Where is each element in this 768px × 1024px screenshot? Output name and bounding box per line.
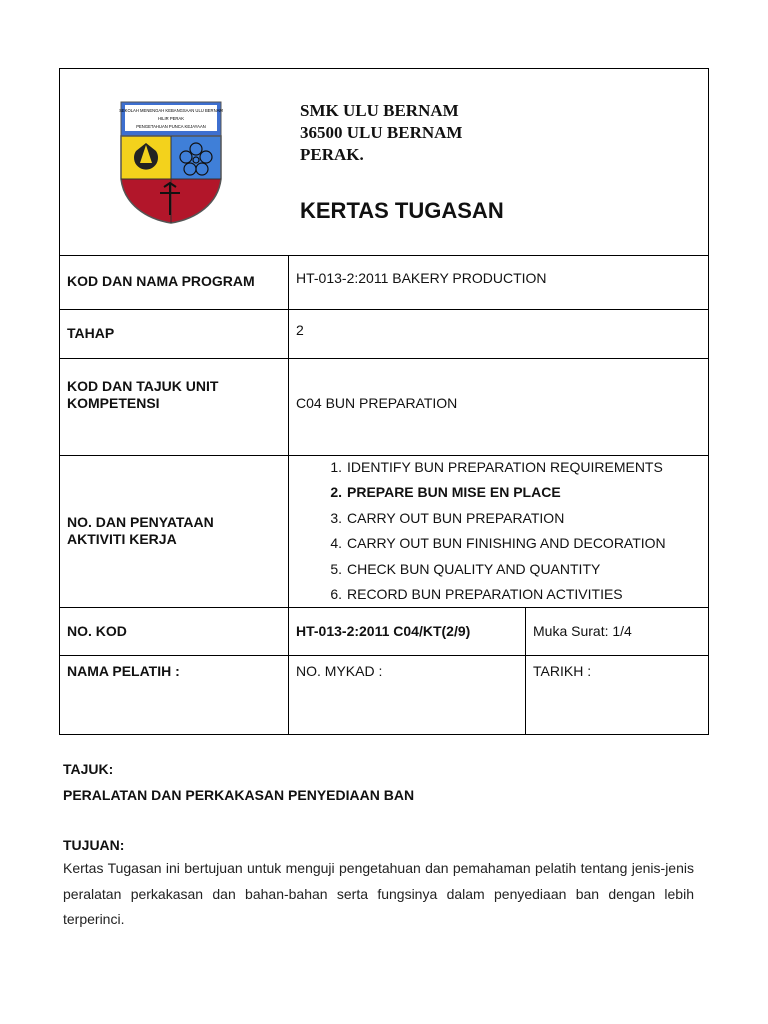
activity-text: RECORD BUN PREPARATION ACTIVITIES — [347, 585, 623, 602]
tajuk-label: TAJUK: — [63, 761, 114, 777]
unit-value: C04 BUN PREPARATION — [296, 395, 458, 411]
activity-item — [315, 586, 666, 611]
school-crest-logo — [118, 99, 224, 225]
unit-label-line1: KOD DAN TAJUK UNIT — [67, 378, 219, 394]
program-label: KOD DAN NAMA PROGRAM — [67, 273, 255, 289]
activity-item — [315, 535, 666, 560]
activities-list — [315, 459, 666, 611]
activity-text: CHECK BUN QUALITY AND QUANTITY — [347, 560, 601, 577]
crest-text-line2: HILIR PERAK — [157, 116, 185, 121]
row-divider — [60, 655, 708, 656]
activities-label-line1: NO. DAN PENYATAAN — [67, 514, 214, 530]
date-label: TARIKH : — [533, 663, 592, 679]
page-number — [533, 623, 632, 640]
page-label: Muka Surat: — [533, 623, 609, 639]
activities-label-line2: AKTIVITI KERJA — [67, 531, 177, 547]
activity-number: 6. — [330, 585, 342, 602]
tujuan-label: TUJUAN: — [63, 837, 125, 853]
row-divider — [60, 358, 708, 359]
column-divider — [525, 607, 526, 735]
unit-label-line2: KOMPETENSI — [67, 395, 160, 411]
cover-table — [59, 68, 709, 735]
mykad-label: NO. MYKAD : — [296, 663, 383, 679]
activity-item — [315, 484, 666, 509]
nokod-label: NO. KOD — [67, 623, 127, 639]
tahap-value: 2 — [296, 322, 304, 338]
school-name: SMK ULU BERNAM — [300, 101, 459, 120]
document-title: KERTAS TUGASAN — [300, 198, 504, 223]
activity-item — [315, 459, 666, 484]
activity-number: 2. — [330, 484, 342, 501]
school-address-line1: 36500 ULU BERNAM — [300, 123, 463, 142]
tahap-label: TAHAP — [67, 325, 115, 341]
trainee-name-label: NAMA PELATIH : — [67, 663, 180, 679]
crest-text-line3: PENGETAHUAN PUNCA KEJAYAAN — [136, 124, 206, 129]
school-address-line2: PERAK. — [300, 145, 364, 164]
row-divider — [60, 309, 708, 310]
activity-text: CARRY OUT BUN FINISHING AND DECORATION — [347, 535, 666, 552]
activity-text: PREPARE BUN MISE EN PLACE — [347, 484, 561, 501]
row-divider — [60, 455, 708, 456]
activity-text: IDENTIFY BUN PREPARATION REQUIREMENTS — [347, 459, 663, 475]
nokod-value: HT-013-2:2011 C04/KT(2/9) — [296, 623, 471, 639]
activity-number: 4. — [330, 535, 342, 552]
activity-number: 5. — [330, 560, 342, 577]
crest-text-line1: SEKOLAH MENENGAH KEBANGSAAN ULU BERNAM — [119, 108, 223, 113]
row-divider — [60, 255, 708, 256]
school-block — [300, 100, 462, 166]
program-value: HT-013-2:2011 BAKERY PRODUCTION — [296, 270, 547, 286]
activity-number: 3. — [330, 509, 342, 526]
tujuan-paragraph: Kertas Tugasan ini bertujuan untuk menguji pengetahuan dan pemahaman pelatih tentang jenis-jenis peralatan perkakasan dan bahan-bahan serta fungsinya dalam penyediaan ban dengan lebih terperinci. — [63, 860, 694, 927]
activity-text: CARRY OUT BUN PREPARATION — [347, 509, 565, 526]
page-value: 1/4 — [612, 623, 632, 639]
activity-number: 1. — [330, 459, 342, 475]
tajuk-value: PERALATAN DAN PERKAKASAN PENYEDIAAN BAN — [63, 787, 415, 803]
activity-item — [315, 510, 666, 535]
activity-item — [315, 561, 666, 586]
column-divider — [288, 255, 289, 735]
